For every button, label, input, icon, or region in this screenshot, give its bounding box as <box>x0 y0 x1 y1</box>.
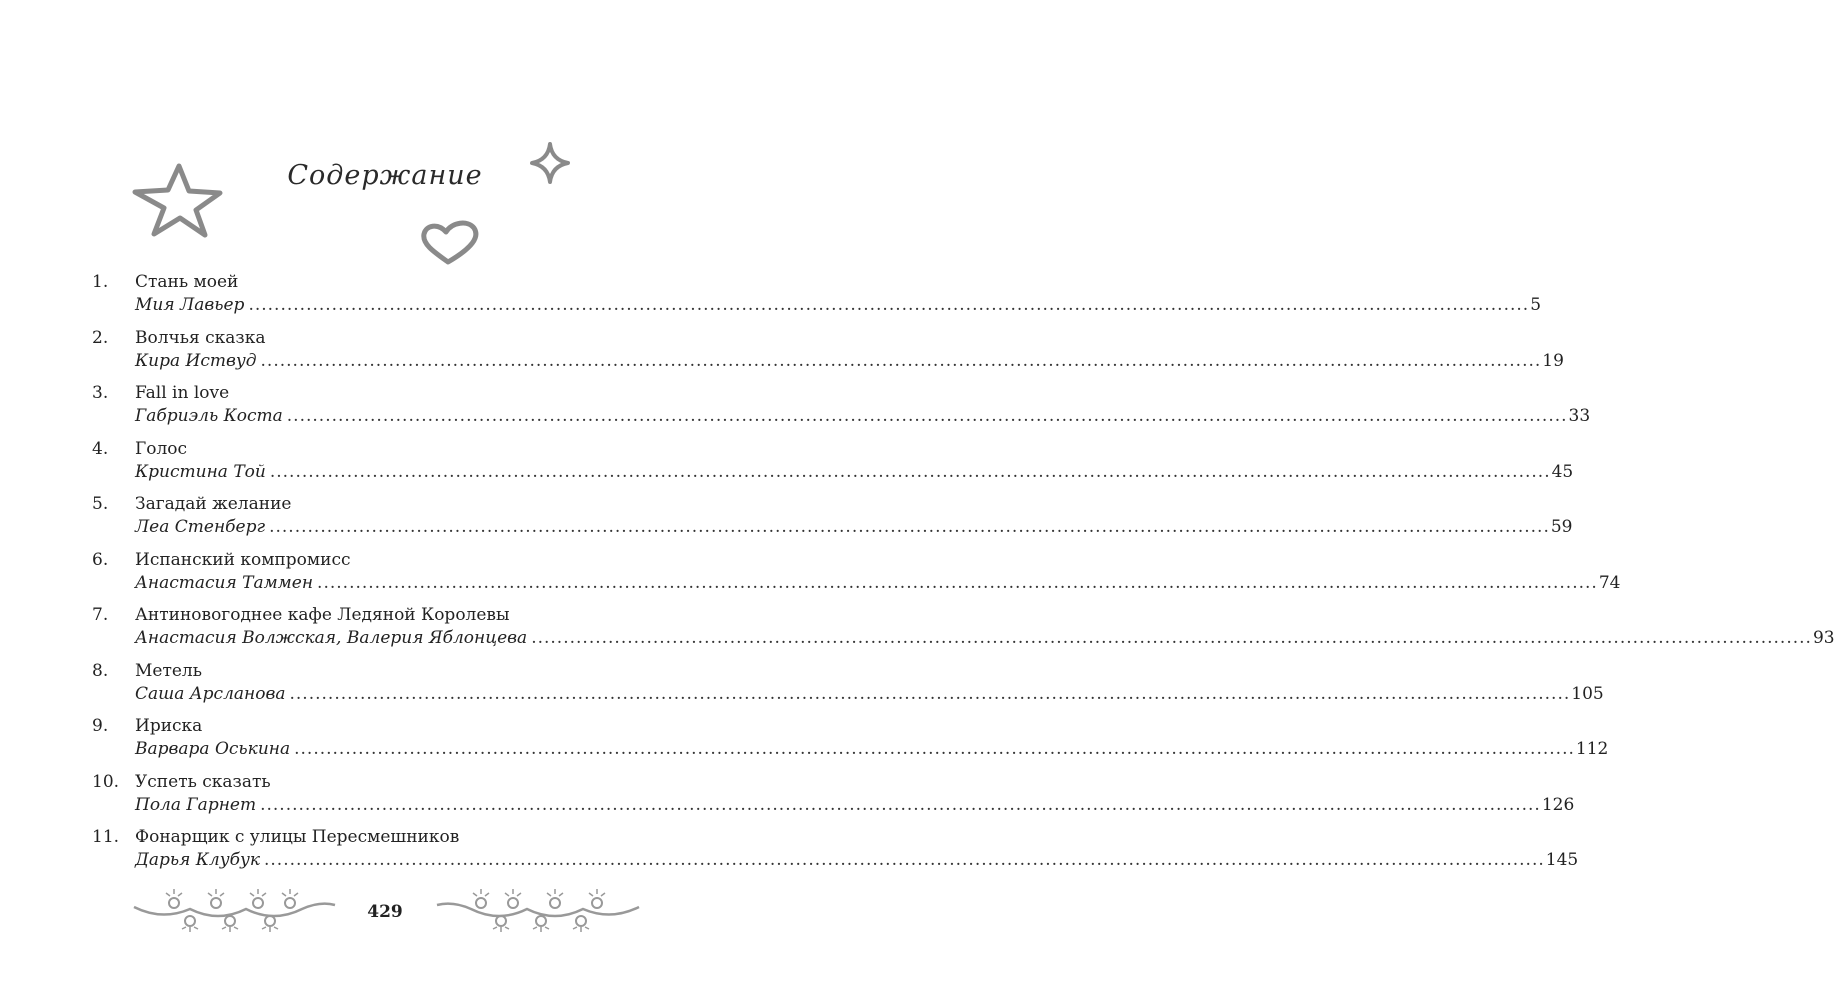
entry-number: 10. <box>92 771 120 792</box>
entry-number: 2. <box>92 327 109 348</box>
entry-author-line <box>135 461 1574 482</box>
dot-leader: ........................................................................................................................................................................................................ <box>248 295 1530 315</box>
entry-author: Кристина Той <box>135 461 266 482</box>
entry-author: Варвара Оськина <box>135 739 291 759</box>
dot-leader: ........................................................................................................................................................................................................ <box>260 350 1542 371</box>
dot-leader: ........................................................................................................................................................................................................ <box>269 517 1550 537</box>
entry-author: Саша Арсланова <box>135 683 286 704</box>
entry-number: 7. <box>92 605 109 625</box>
entry-author: Пола Гарнет <box>135 794 257 815</box>
entry-title: Успеть сказать <box>135 771 271 792</box>
entry-title: Загадай желание <box>135 494 292 514</box>
entry-number: 1. <box>92 272 109 292</box>
entry-title: Испанский компромисс <box>135 549 351 570</box>
entry-number: 11. <box>92 827 120 847</box>
entry-author: Кира Иствуд <box>135 350 257 371</box>
entry-author: Мия Лавьер <box>135 295 245 315</box>
entry-author-line <box>135 406 1591 426</box>
entry-page: 59 <box>1550 517 1573 537</box>
dot-leader: ........................................................................................................................................................................................................ <box>286 406 1568 426</box>
entry-page: 105 <box>1571 683 1604 704</box>
entry-title: Метель <box>135 660 202 681</box>
toc-entry <box>92 549 1621 606</box>
entry-author-line <box>135 517 1573 537</box>
toc-entry <box>92 327 1564 384</box>
entry-author: Анастасия Таммен <box>135 572 314 593</box>
toc-entry <box>92 660 1604 717</box>
entry-page: 45 <box>1551 461 1574 482</box>
dot-leader: ........................................................................................................................................................................................................ <box>260 794 1541 815</box>
entry-page: 93 <box>1812 628 1835 648</box>
entry-number: 4. <box>92 438 109 459</box>
dot-leader: ........................................................................................................................................................................................................ <box>269 461 1551 482</box>
entry-page: 5 <box>1530 295 1542 315</box>
entry-page: 145 <box>1545 850 1579 870</box>
dot-leader: ........................................................................................................................................................................................................ <box>289 683 1571 704</box>
toc-entry <box>92 383 1591 439</box>
toc-entry <box>92 716 1609 772</box>
entry-title: Стань моей <box>135 272 239 292</box>
toc-entry <box>92 438 1574 495</box>
entry-author: Габриэль Коста <box>135 406 283 426</box>
entry-number: 8. <box>92 660 109 681</box>
entry-author-line <box>135 295 1542 315</box>
toc-entry <box>92 605 1835 661</box>
entry-author-line <box>135 683 1604 704</box>
toc-entry <box>92 771 1575 828</box>
entry-title: Фонарщик с улицы Пересмешников <box>135 827 460 847</box>
heart-icon <box>418 218 484 268</box>
entry-author-line <box>135 628 1835 648</box>
dot-leader: ........................................................................................................................................................................................................ <box>317 572 1598 593</box>
entry-title: Волчья сказка <box>135 327 266 348</box>
garland-right-icon <box>433 885 643 935</box>
page-title: Содержание <box>287 160 483 191</box>
entry-author: Анастасия Волжская, Валерия Яблонцева <box>135 628 528 648</box>
entry-page: 126 <box>1541 794 1575 815</box>
toc-entry <box>92 494 1573 550</box>
entry-page: 33 <box>1568 406 1591 426</box>
entry-title: Голос <box>135 438 188 459</box>
entry-page: 19 <box>1542 350 1564 371</box>
toc-entry <box>92 827 1579 883</box>
toc-list <box>92 272 1835 883</box>
entry-author-line <box>135 739 1609 759</box>
entry-author: Леа Стенберг <box>135 517 266 537</box>
entry-author-line <box>135 350 1564 371</box>
dot-leader: ........................................................................................................................................................................................................ <box>531 628 1812 648</box>
entry-title: Ириска <box>135 716 203 736</box>
entry-author-line <box>135 850 1579 870</box>
entry-page: 112 <box>1575 739 1609 759</box>
page-number: 429 <box>367 902 403 922</box>
dot-leader: ........................................................................................................................................................................................................ <box>294 739 1575 759</box>
entry-number: 6. <box>92 549 109 570</box>
entry-title: Антиновогоднее кафе Ледяной Королевы <box>135 605 510 625</box>
dot-leader: ........................................................................................................................................................................................................ <box>264 850 1545 870</box>
entry-page: 74 <box>1598 572 1621 593</box>
entry-title: Fall in love <box>135 383 230 403</box>
entry-author: Дарья Клубук <box>135 850 260 870</box>
toc-entry <box>92 272 1542 328</box>
entry-number: 5. <box>92 494 109 514</box>
entry-number: 3. <box>92 383 109 403</box>
entry-author-line <box>135 572 1621 593</box>
entry-author-line <box>135 794 1575 815</box>
entry-number: 9. <box>92 716 109 736</box>
